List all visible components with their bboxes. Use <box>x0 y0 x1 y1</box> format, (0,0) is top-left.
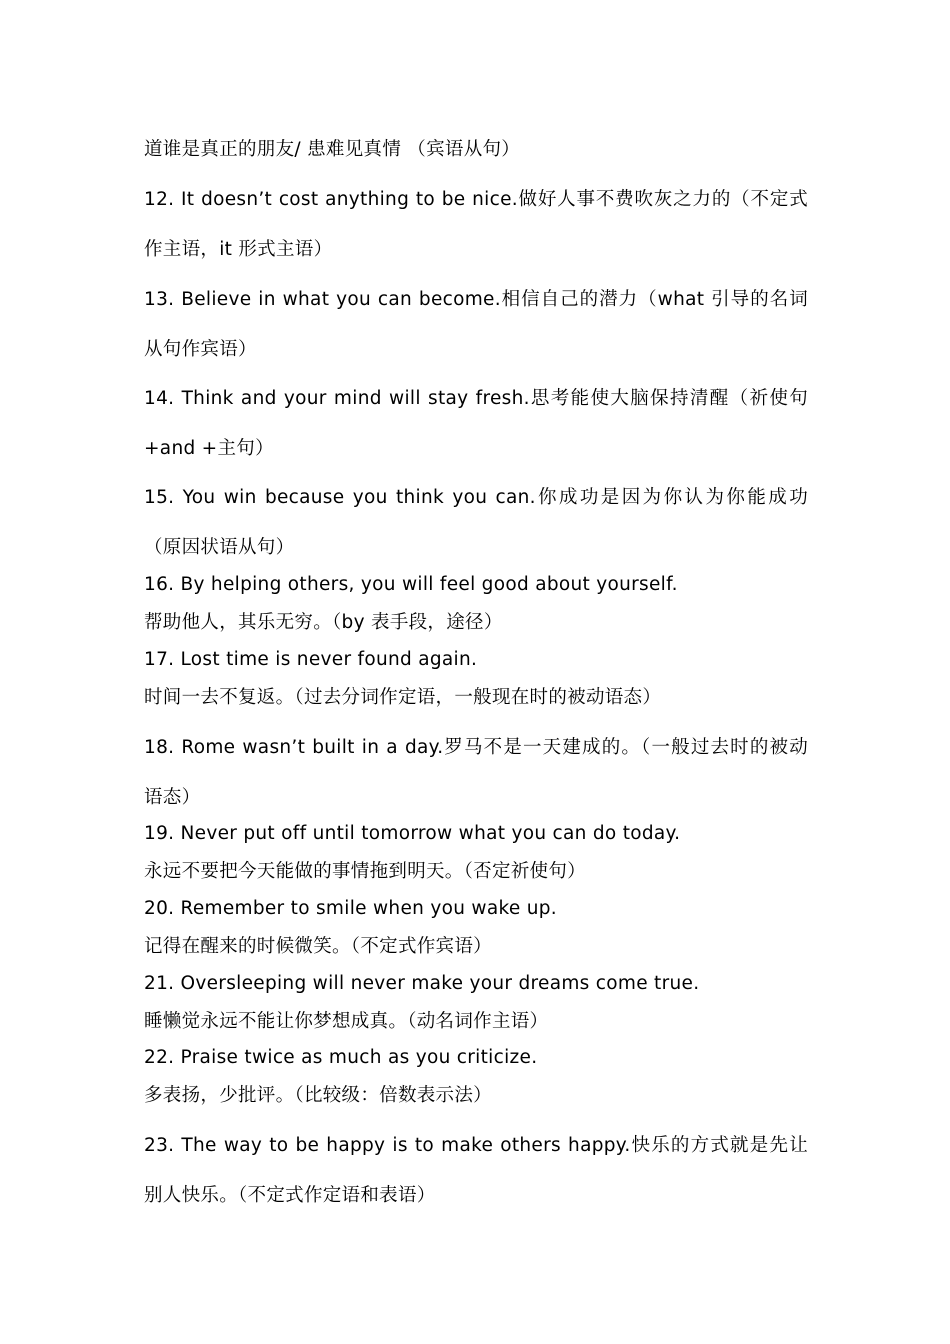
text-line: 从句作宾语） <box>144 339 257 360</box>
text-line: 19. Never put off until tomorrow what you can do today. <box>144 823 681 844</box>
text-line: 23. The way to be happy is to make others happy.快乐的方式就是先让 <box>144 1135 808 1156</box>
text-line: 别人快乐。（不定式作定语和表语） <box>144 1185 436 1206</box>
text-line: 睡懒觉永远不能让你梦想成真。（动名词作主语） <box>144 1011 549 1032</box>
text-line: 18. Rome wasn’t built in a day.罗马不是一天建成的。（一般过去时的被动 <box>144 737 808 758</box>
text-line: 多表扬，少批评。（比较级：倍数表示法） <box>144 1085 492 1106</box>
text-line: 作主语，it 形式主语） <box>144 239 333 260</box>
text-line: 20. Remember to smile when you wake up. <box>144 898 557 919</box>
text-line: 记得在醒来的时候微笑。（不定式作宾语） <box>144 936 492 957</box>
text-line: +and +主句） <box>144 438 274 459</box>
text-line: 17. Lost time is never found again. <box>144 649 478 670</box>
text-line: 16. By helping others, you will feel good about yourself. <box>144 574 678 595</box>
text-line: 21. Oversleeping will never make your dreams come true. <box>144 973 700 994</box>
text-line: 道谁是真正的朋友/ 患难见真情 （宾语从句） <box>144 139 521 160</box>
text-line: 时间一去不复返。（过去分词作定语，一般现在时的被动语态） <box>144 687 662 708</box>
text-line: 12. It doesn’t cost anything to be nice.做好人事不费吹灰之力的（不定式 <box>144 189 808 210</box>
text-line: 13. Believe in what you can become.相信自己的潜力（what 引导的名词 <box>144 289 808 310</box>
text-line: （原因状语从句） <box>144 537 295 558</box>
text-line: 22. Praise twice as much as you criticize. <box>144 1047 538 1068</box>
text-line: 15. You win because you think you can.你成功是因为你认为你能成功 <box>144 487 808 508</box>
text-line: 14. Think and your mind will stay fresh.思考能使大脑保持清醒（祈使句 <box>144 388 808 409</box>
text-line: 帮助他人，其乐无穷。（by 表手段，途径） <box>144 612 503 633</box>
text-line: 语态） <box>144 787 201 808</box>
text-line: 永远不要把今天能做的事情拖到明天。（否定祈使句） <box>144 861 586 882</box>
